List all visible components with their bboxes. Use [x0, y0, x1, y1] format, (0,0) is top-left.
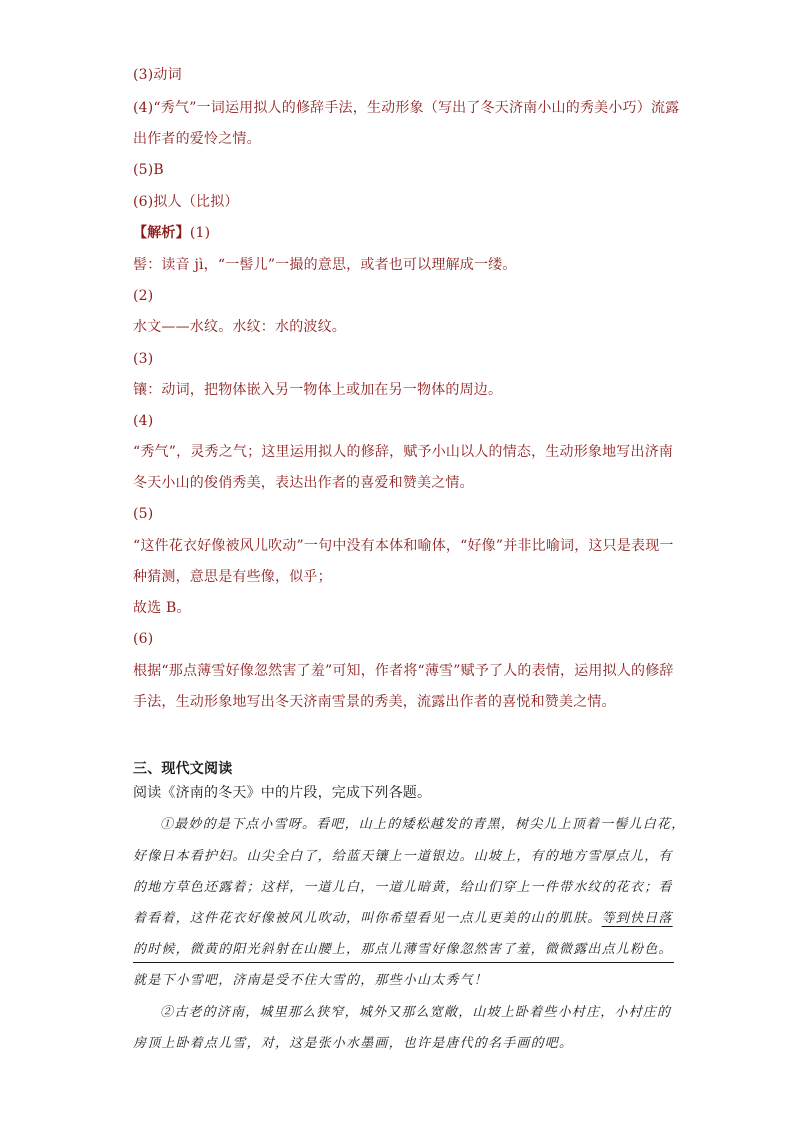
passage-line-6: 就是下小雪吧，济南是受不住大雪的，那些小山太秀气！: [133, 973, 489, 988]
analysis-number-3: (3): [133, 351, 154, 367]
answer-6: (6)拟人（比拟）: [133, 194, 239, 210]
analysis-5-line-1: “这件花衣好像被风儿吹动”一句中没有本体和喻体，“好像”并非比喻词，这只是表现一: [133, 538, 674, 554]
passage-line-3: 的地方草色还露着；这样，一道儿白，一道儿暗黄，给山们穿上一件带水纹的花衣；看: [133, 880, 673, 895]
passage-line-4: [133, 910, 673, 928]
passage-line-7: ②古老的济南，城里那么狭窄，城外又那么宽敞，山坡上卧着些小村庄，小村庄的: [160, 1005, 672, 1020]
passage-line-2: 好像日本看护妇。山尖全白了，给蓝天镶上一道银边。山坡上，有的地方雪厚点儿，有: [133, 849, 673, 864]
answer-5: (5)B: [133, 162, 164, 178]
analysis-6-line-1: 根据“那点薄雪好像忽然害了羞”可知，作者将“薄雪”赋予了人的表情，运用拟人的修辞: [133, 663, 674, 679]
analysis-heading-number: (1): [189, 225, 211, 241]
analysis-1: 髻：读音 jì，“一髻儿”一撮的意思，或者也可以理解成一缕。: [133, 257, 517, 273]
analysis-number-6: (6): [133, 631, 154, 647]
answer-4-line-2: 出作者的爱怜之情。: [133, 131, 261, 147]
passage-line-5-underlined: 的时候，微黄的阳光斜射在山腰上，那点儿薄雪好像忽然害了羞，微微露出点儿粉色。: [133, 942, 673, 957]
answer-3: (3)动词: [133, 67, 182, 83]
answer-4-line-1: (4)“秀气”一词运用拟人的修辞手法，生动形象（写出了冬天济南小山的秀美小巧）流露: [133, 100, 680, 116]
analysis-5-line-2: 种猜测，意思是有些像，似乎；: [133, 569, 332, 585]
analysis-3: 镶：动词，把物体嵌入另一物体上或加在另一物体的周边。: [133, 382, 503, 398]
analysis-number-2: (2): [133, 288, 154, 304]
analysis-5-line-3: 故选 B。: [133, 600, 191, 616]
analysis-heading: 【解析】: [133, 225, 190, 241]
passage-line-4-plain: 着看着，这件花衣好像被风儿吹动，叫你希望看见一点儿更美的山的肌肤。: [133, 911, 602, 926]
analysis-number-5: (5): [133, 506, 154, 522]
underline-rule: [133, 962, 674, 963]
section-3-intro: 阅读《济南的冬天》中的片段，完成下列各题。: [133, 785, 432, 801]
analysis-heading-row: [133, 224, 210, 242]
section-3-title: 三、现代文阅读: [133, 761, 233, 777]
analysis-4-line-2: 冬天小山的俊俏秀美，表达出作者的喜爱和赞美之情。: [133, 475, 474, 491]
analysis-6-line-2: 手法，生动形象地写出冬天济南雪景的秀美，流露出作者的喜悦和赞美之情。: [133, 694, 616, 710]
analysis-2: 水文——水纹。水纹：水的波纹。: [133, 319, 346, 335]
passage-line-1: ①最妙的是下点小雪呀。看吧，山上的矮松越发的青黑，树尖儿上顶着一髻儿白花，: [160, 817, 686, 832]
passage-line-8: 房顶上卧着点儿雪，对，这是张小水墨画，也许是唐代的名手画的吧。: [133, 1036, 574, 1051]
passage-line-4-underlined: 等到快日落: [601, 911, 673, 926]
analysis-4-line-1: “秀气”，灵秀之气；这里运用拟人的修辞，赋予小山以人的情态，生动形象地写出济南: [133, 444, 674, 460]
analysis-number-4: (4): [133, 413, 154, 429]
